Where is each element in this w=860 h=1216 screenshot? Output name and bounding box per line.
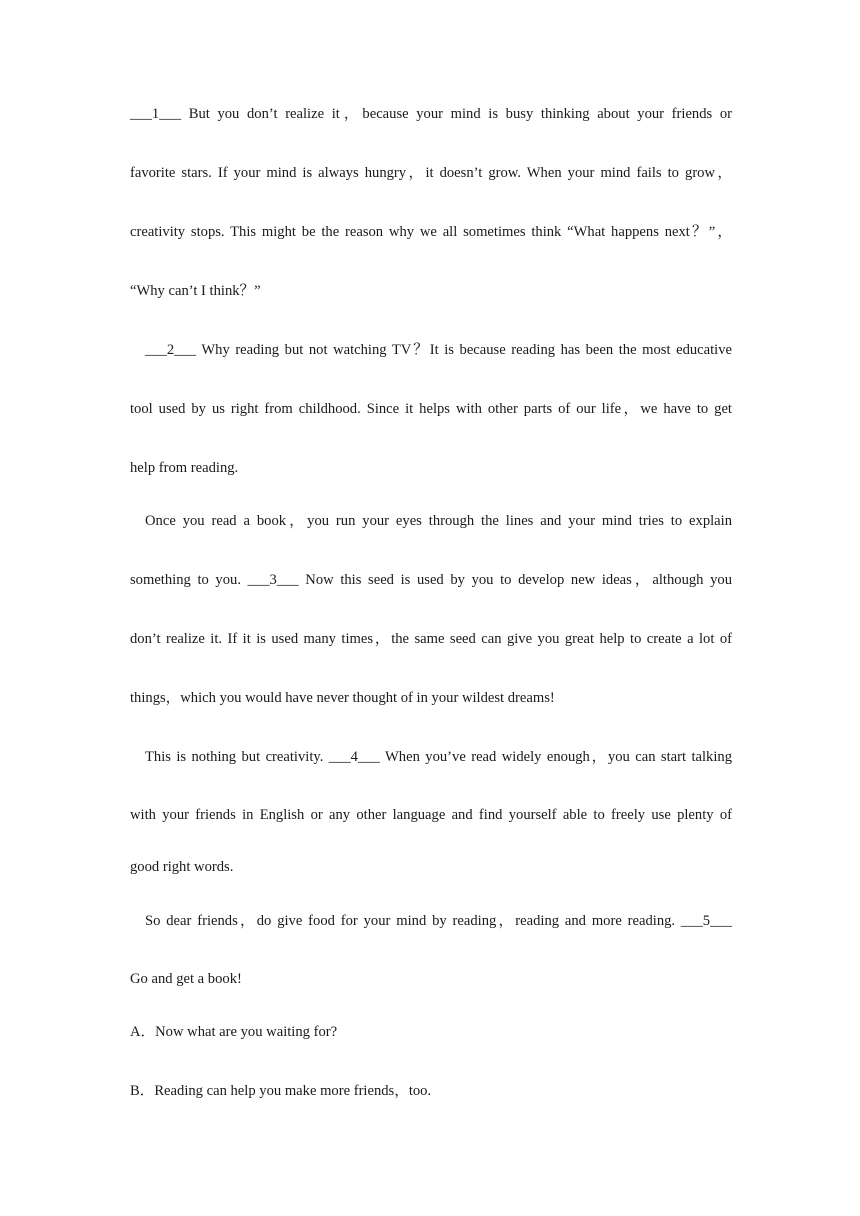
passage-line: Go and get a book!: [130, 971, 242, 987]
passage-line: creativity stops. This might be the reason why we all sometimes think “What happens next？”，: [130, 224, 732, 240]
passage-line: good right words.: [130, 859, 234, 875]
passage-line: favorite stars. If your mind is always hungry，it doesn’t grow. When your mind fails to grow，: [130, 165, 732, 181]
passage-line: tool used by us right from childhood. Since it helps with other parts of our life，we have to get: [130, 401, 732, 417]
passage-line: This is nothing but creativity. ___4___ When you’ve read widely enough，you can start talking: [145, 749, 732, 765]
passage-line: ___2___ Why reading but not watching TV？It is because reading has been the most educative: [145, 342, 732, 358]
option-b: B．Reading can help you make more friends，too.: [130, 1083, 432, 1099]
passage-line: “Why can’t I think？”: [130, 283, 261, 299]
passage-line: Once you read a book，you run your eyes through the lines and your mind tries to explain: [145, 513, 732, 529]
passage-line: help from reading.: [130, 460, 239, 476]
passage-line: with your friends in English or any other language and find yourself able to freely use plenty of: [130, 807, 732, 823]
passage-line: things，which you would have never thought of in your wildest dreams!: [130, 690, 555, 706]
passage-line: something to you. ___3___ Now this seed is used by you to develop new ideas，although you: [130, 572, 732, 588]
passage-line: don’t realize it. If it is used many times，the same seed can give you great help to create a lot of: [130, 631, 732, 647]
option-a: A．Now what are you waiting for?: [130, 1024, 338, 1040]
passage-line: So dear friends，do give food for your mind by reading，reading and more reading. ___5___: [145, 913, 732, 929]
passage-line: ___1___ But you don’t realize it，because your mind is busy thinking about your friends or: [130, 106, 732, 122]
